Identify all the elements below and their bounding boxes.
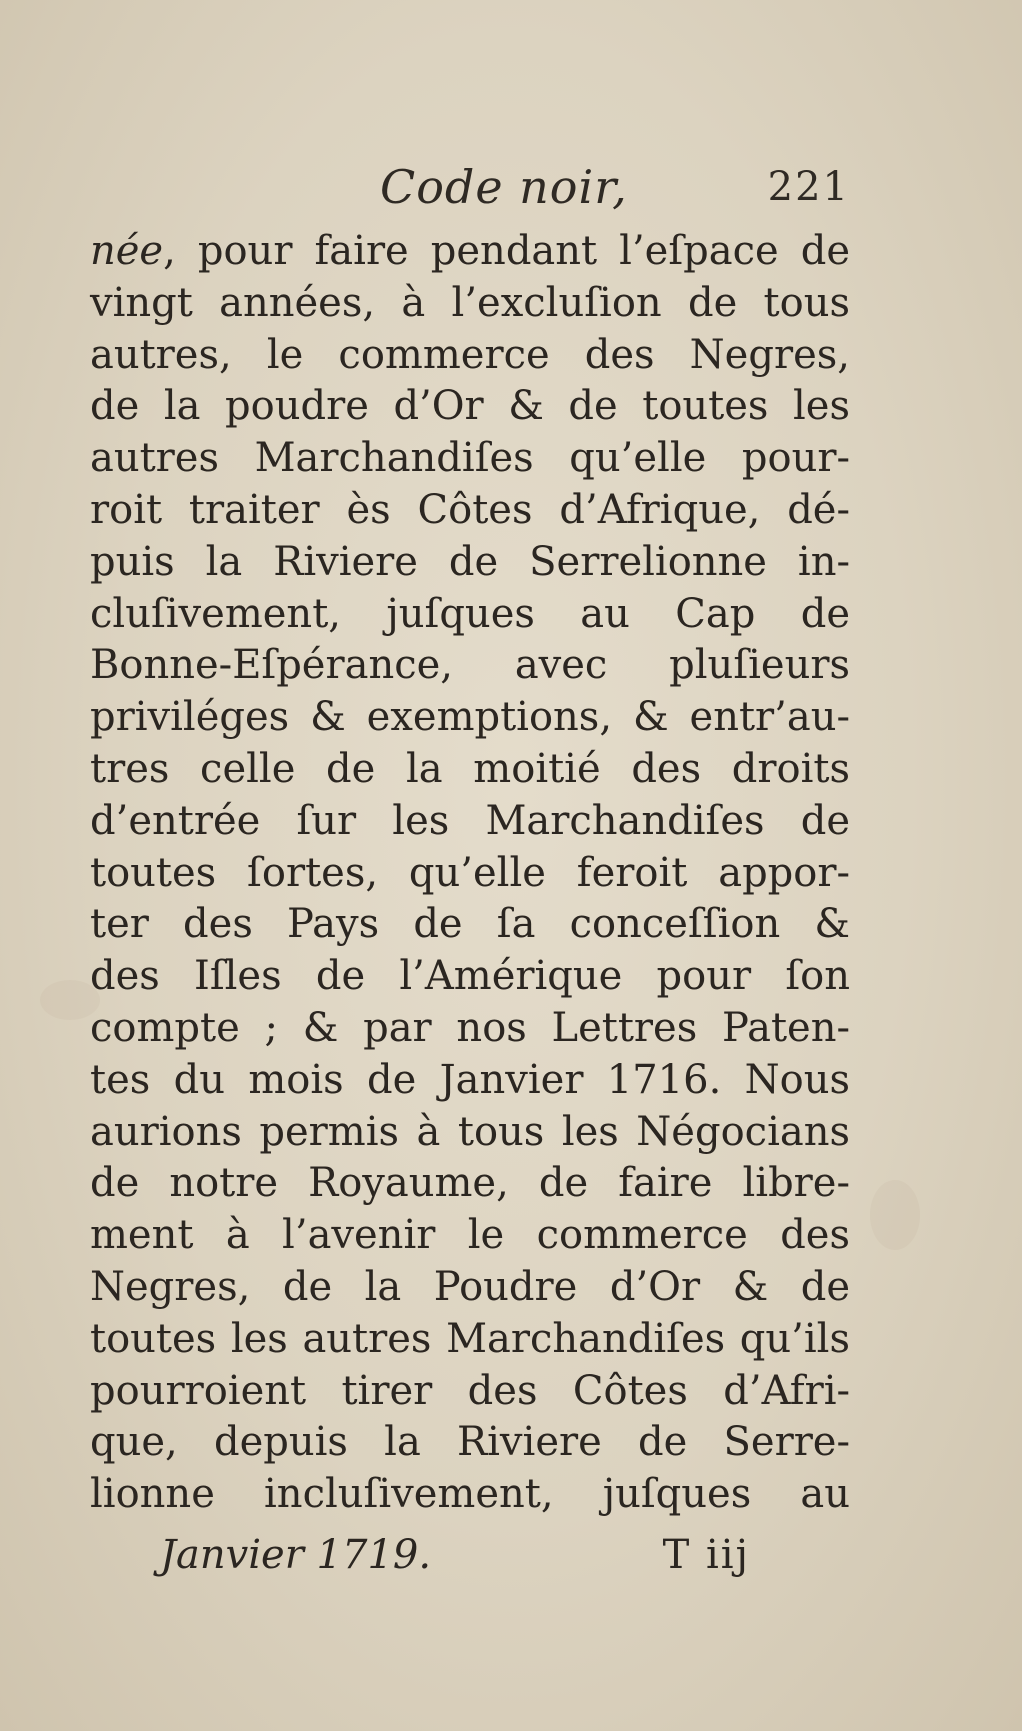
signature-mark: T iij: [662, 1532, 750, 1578]
text-line: ter des Pays de ſa conceſſion &: [90, 901, 850, 948]
italic-lead-word: née: [90, 228, 164, 274]
body-text: [90, 226, 850, 1521]
text-line: tes du mois de Janvier 1716. Nous: [90, 1056, 850, 1103]
text-line: tres celle de la moitié des droits: [90, 745, 850, 792]
page-header: [90, 150, 850, 220]
page-number: 221: [767, 164, 850, 210]
text-line: vingt années, à l’excluſion de tous: [90, 279, 850, 326]
text-line: cluſivement, juſques au Cap de: [90, 590, 850, 637]
text-line: autres, le commerce des Negres,: [90, 331, 850, 378]
text-line: toutes ſortes, qu’elle feroit appor-: [90, 849, 850, 896]
text-line: lionne incluſivement, juſques au: [90, 1471, 850, 1518]
running-title: Code noir,: [380, 160, 628, 214]
text-line: toutes les autres Marchandiſes qu’ils: [90, 1315, 850, 1362]
text-line: Bonne-Eſpérance, avec pluſieurs: [90, 642, 850, 689]
text-line: roit traiter ès Côtes d’Afrique, dé-: [90, 486, 850, 533]
text-line: priviléges & exemptions, & entr’au-: [90, 694, 850, 741]
text-line: née, pour faire pendant l’eſpace de: [90, 228, 850, 274]
page-footer: [160, 1532, 750, 1592]
text-line: d’entrée ſur les Marchandiſes de: [90, 797, 850, 844]
text-line: que, depuis la Riviere de Serre-: [90, 1419, 850, 1466]
text-line: autres Marchandiſes qu’elle pour-: [90, 435, 850, 482]
text-line: de la poudre d’Or & de toutes les: [90, 383, 850, 430]
paper-stain: [870, 1180, 920, 1250]
text-line: Negres, de la Poudre d’Or & de: [90, 1263, 850, 1310]
text-line: aurions permis à tous les Négocians: [90, 1108, 850, 1155]
text-line: compte ; & par nos Lettres Paten-: [90, 1004, 850, 1051]
text-line: ment à l’avenir le commerce des: [90, 1212, 850, 1259]
footer-date: Janvier 1719.: [160, 1532, 432, 1578]
text-line: des Iſles de l’Amérique pour ſon: [90, 953, 850, 1000]
text-line: puis la Riviere de Serrelionne in-: [90, 538, 850, 585]
text-line: pourroient tirer des Côtes d’Afri-: [90, 1367, 850, 1414]
text-line: de notre Royaume, de faire libre-: [90, 1160, 850, 1207]
